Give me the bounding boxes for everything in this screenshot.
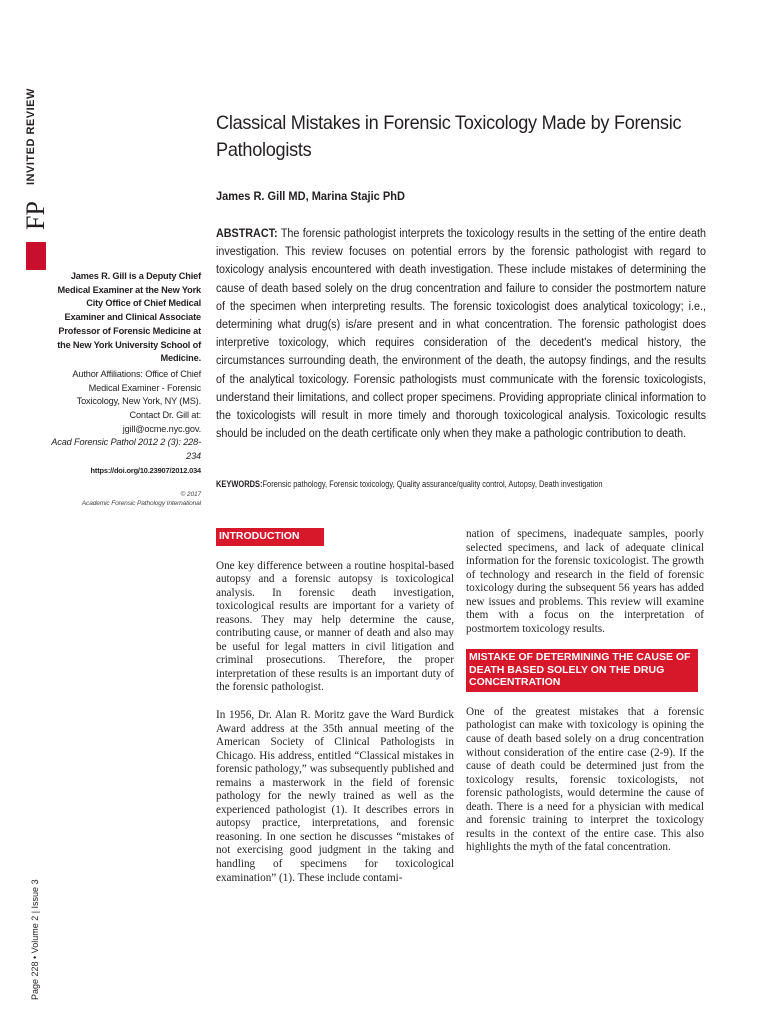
copyright [48, 490, 201, 509]
abstract-label: ABSTRACT: [216, 226, 278, 240]
author-sidebar [48, 270, 201, 509]
section-heading-mistake: MISTAKE OF DETERMINING THE CAUSE OF DEATH BASED SOLELY ON THE DRUG CONCENTRATION [466, 649, 698, 692]
doi-link[interactable]: https://doi.org/10.23907/2012.034 [90, 465, 201, 475]
body-paragraph: nation of specimens, inadequate samples, poorly selected specimens, and lack of adequate clinical information for the forensic toxicologist. The growth of technology and research in the field of forensic toxicology during the subsequent 56 years has added new issues and problems. This review will examine them with a focus on the interpretation of postmortem toxicology results. [466, 528, 704, 635]
contact-label: Contact Dr. Gill at: [129, 410, 201, 421]
abstract [216, 224, 706, 442]
abstract-text: The forensic pathologist interprets the toxicology results in the setting of the entire death investigation. This review focuses on potential errors by the forensic pathologist with regard to toxicology analysis encountered with death investigation. These include mistakes of determining the cause of death based solely on the drug concentration and failure to consider the postmortem nature of the specimen when interpreting results. The forensic toxicologist does analytical toxicology; i.e., determining what drug(s) is/are present and in what concentration. The forensic pathologist does interpretive toxicology, which requires consideration of the decedent's medical history, the circumstances surrounding death, the environment of the death, the autopsy findings, and the results of the analytical toxicology. Forensic pathologists must communicate with the forensic toxicologists, understand their limitations, and collect proper specimens. Providing appropriate clinical information to the toxicologists will result in more timely and thorough toxicological analysis. Toxicologic results should be included on the death certificate only when they make a pathologic contribution to death. [216, 226, 706, 441]
journal-logo: FP [24, 190, 48, 270]
journal-brand [21, 80, 50, 270]
body-column-right [466, 528, 704, 855]
body-column-left [216, 528, 454, 885]
body-paragraph: In 1956, Dr. Alan R. Moritz gave the Ward Burdick Award address at the 35th annual meeting of the American Society of Clinical Pathologists in Chicago. His address, entitled “Classical mistakes in forensic pathology,” was subsequently published and remains a masterwork in the field of forensic pathology for the newly trained as well as the experienced pathologist (1). It describes errors in autopsy practice, interpretations, and forensic reasoning. In one section he discusses “mistakes of not exercising good judgment in the taking and handling of specimens for toxicological examination” (1). These include contami- [216, 708, 454, 884]
article-authors: James R. Gill MD, Marina Stajic PhD [216, 189, 405, 203]
body-paragraph: One key difference between a routine hospital-based autopsy and a forensic autopsy is toxicological analysis. In forensic death investigation, toxicological results are important for a variety of reasons. They may help determine the cause, contributing cause, or manner of death and also may be useful for legal matters in civil litigation and criminal prosecutions. Therefore, the proper interpretation of these results is an important duty of the forensic pathologist. [216, 559, 454, 694]
article-type-label: INVITED REVIEW [25, 88, 37, 185]
copyright-year: © 2017 [180, 490, 201, 498]
copyright-holder: Academic Forensic Pathology International [81, 500, 201, 508]
keywords-text: Forensic pathology, Forensic toxicology, Quality assurance/quality control, Autopsy, Death investigation [262, 479, 603, 489]
keywords-label: KEYWORDS: [216, 479, 263, 489]
author-affiliations: Author Affiliations: Office of Chief Medical Examiner - Forensic Toxicology, New York, NY (MS). [72, 368, 201, 407]
contact-email[interactable]: jgill@ocme.nyc.gov. [122, 423, 201, 434]
body-paragraph: One of the greatest mistakes that a forensic pathologist can make with toxicology is opining the cause of death based solely on a drug concentration without consideration of the entire case (2-9). If the cause of death could be determined just from the toxicology results, forensic toxicologists, not forensic pathologists, would determine the cause of death. There is a need for a physician with medical and forensic training to interpret the toxicology results in the context of the entire case. This also highlights the myth of the fatal concentration. [466, 705, 704, 854]
citation: Acad Forensic Pathol 2012 2 (3): 228-234 [51, 437, 201, 462]
article-title: Classical Mistakes in Forensic Toxicology Made by Forensic Pathologists [216, 112, 682, 161]
author-bio: James R. Gill is a Deputy Chief Medical Examiner at the New York City Office of Chief Medical Examiner and Clinical Associate Professor of Forensic Medicine at the New York University School of Medicine. [57, 271, 201, 364]
page-folio: Page 228 • Volume 2 | Issue 3 [30, 879, 40, 1000]
section-heading-introduction: INTRODUCTION [216, 528, 324, 546]
keywords [216, 479, 714, 489]
